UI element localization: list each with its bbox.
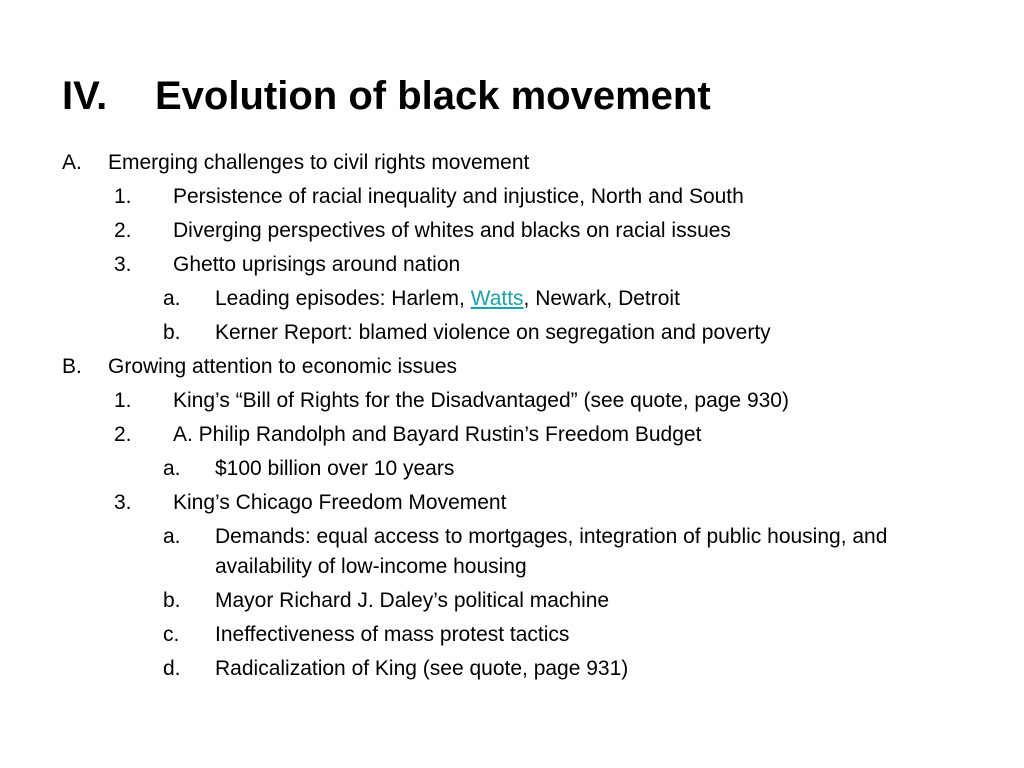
subitem-text-before: Leading episodes: Harlem, <box>215 287 471 310</box>
section-b-label: B. <box>62 355 82 378</box>
subitem-text: Mayor Richard J. Daley’s political machine <box>215 589 610 612</box>
subitem-label: b. <box>163 589 181 612</box>
section-b-item-2-sub-a <box>0 454 1024 488</box>
watts-link[interactable]: Watts <box>470 287 524 310</box>
section-b-item-2 <box>0 420 1024 454</box>
item-text: King’s “Bill of Rights for the Disadvantaged” (see quote, page 930) <box>173 389 789 412</box>
section-a-label: A. <box>62 151 82 174</box>
section-a-item-3-sub-a <box>0 284 1024 318</box>
subitem-text: Ineffectiveness of mass protest tactics <box>215 623 570 646</box>
section-a-item-1 <box>0 182 1024 216</box>
item-label: 2. <box>114 423 132 446</box>
item-label: 1. <box>114 389 132 412</box>
title-text: Evolution of black movement <box>155 74 711 118</box>
outline <box>0 148 1024 688</box>
item-text: King’s Chicago Freedom Movement <box>173 491 507 514</box>
section-a <box>0 148 1024 182</box>
item-label: 1. <box>114 185 132 208</box>
subitem-label: c. <box>163 623 180 646</box>
section-b-item-1 <box>0 386 1024 420</box>
section-b-item-3-sub-d <box>0 654 1024 688</box>
subitem-label: d. <box>163 657 181 680</box>
section-a-item-2 <box>0 216 1024 250</box>
subitem-label: a. <box>163 525 181 548</box>
section-a-item-3 <box>0 250 1024 284</box>
section-b-item-3-sub-b <box>0 586 1024 620</box>
title-number: IV. <box>62 74 108 118</box>
section-b-item-3-sub-a <box>0 522 1024 586</box>
item-text: Persistence of racial inequality and injustice, North and South <box>173 185 744 208</box>
item-text: A. Philip Randolph and Bayard Rustin’s Freedom Budget <box>173 423 702 446</box>
subitem-label: b. <box>163 321 181 344</box>
item-text: Ghetto uprisings around nation <box>173 253 461 276</box>
item-label: 2. <box>114 219 132 242</box>
section-a-item-3-sub-b <box>0 318 1024 352</box>
slide-title <box>62 68 711 124</box>
subitem-text: Kerner Report: blamed violence on segregation and poverty <box>215 321 771 344</box>
section-b-item-3-sub-c <box>0 620 1024 654</box>
subitem-label: a. <box>163 287 181 310</box>
item-label: 3. <box>114 491 132 514</box>
section-b-text: Growing attention to economic issues <box>108 355 458 378</box>
section-a-text: Emerging challenges to civil rights movement <box>108 151 530 174</box>
subitem-label: a. <box>163 457 181 480</box>
subitem-text-after: , Newark, Detroit <box>523 287 680 310</box>
subitem-text: Demands: equal access to mortgages, integration of public housing, and availability of low-income housing <box>215 525 888 578</box>
subitem-text <box>215 284 680 314</box>
section-b-item-3 <box>0 488 1024 522</box>
item-text: Diverging perspectives of whites and blacks on racial issues <box>173 219 731 242</box>
item-label: 3. <box>114 253 132 276</box>
subitem-text: Radicalization of King (see quote, page 931) <box>215 657 629 680</box>
section-b <box>0 352 1024 386</box>
subitem-text: $100 billion over 10 years <box>215 457 455 480</box>
